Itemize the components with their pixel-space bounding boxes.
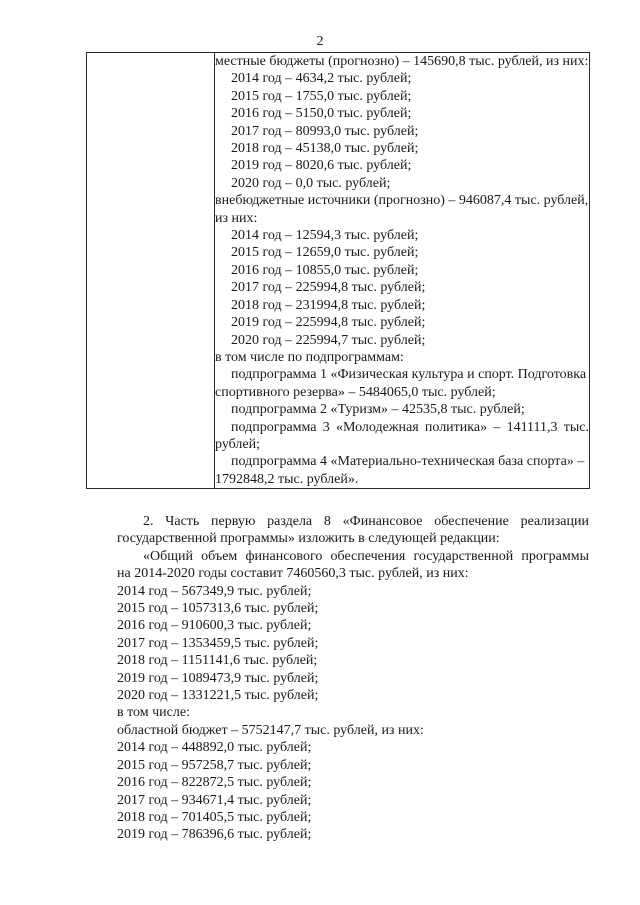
extrabudget-year: 2016 год – 10855,0 тыс. рублей; xyxy=(231,262,419,278)
regional-year: 2016 год – 822872,5 тыс. рублей; xyxy=(117,775,312,791)
extrabudget-year: 2018 год – 231994,8 тыс. рублей; xyxy=(231,297,426,313)
total-year: 2018 год – 1151141,6 тыс. рублей; xyxy=(117,653,318,669)
local-budget-year: 2014 год – 4634,2 тыс. рублей; xyxy=(231,71,412,87)
regional-year: 2019 год – 786396,6 тыс. рублей; xyxy=(117,827,312,843)
regional-year: 2018 год – 701405,5 тыс. рублей; xyxy=(117,809,312,825)
quote-paragraph: «Общий объем финансового обеспечения государственной программы xyxy=(143,548,589,564)
subprogram-4-cont: 1792848,2 тыс. рублей». xyxy=(215,471,359,487)
local-budget-year: 2020 год – 0,0 тыс. рублей; xyxy=(231,175,391,191)
table-row xyxy=(87,53,590,489)
extrabudget-heading: внебюджетные источники (прогнозно) – 946087,4 тыс. рублей, xyxy=(215,193,589,209)
total-year: 2020 год – 1331221,5 тыс. рублей; xyxy=(117,688,319,704)
extrabudget-year: 2015 год – 12659,0 тыс. рублей; xyxy=(231,245,419,261)
subprogram-3: подпрограмма 3 «Молодежная политика» – 141111,3 тыс. xyxy=(231,419,589,435)
local-budget-year: 2015 год – 1755,0 тыс. рублей; xyxy=(231,88,412,104)
paragraph-2: 2. Часть первую раздела 8 «Финансовое обеспечение реализации xyxy=(143,514,589,529)
subprogram-1: подпрограмма 1 «Физическая культура и спорт. Подготовка xyxy=(231,367,587,383)
including-label: в том числе: xyxy=(117,705,190,721)
extrabudget-year: 2017 год – 225994,8 тыс. рублей; xyxy=(231,280,426,296)
total-year: 2014 год – 567349,9 тыс. рублей; xyxy=(117,583,312,599)
subprogram-1-cont: спортивного резерва» – 5484065,0 тыс. рублей; xyxy=(215,384,496,400)
extrabudget-heading-cont: из них: xyxy=(215,210,258,226)
quote-paragraph-cont: на 2014-2020 годы составит 7460560,3 тыс. рублей, из них: xyxy=(117,566,469,582)
local-budget-heading: местные бюджеты (прогнозно) – 145690,8 тыс. рублей, из них: xyxy=(215,54,589,69)
page-number: 2 xyxy=(316,34,324,49)
table-left-cell xyxy=(87,53,215,489)
total-year: 2017 год – 1353459,5 тыс. рублей; xyxy=(117,635,319,651)
total-year: 2016 год – 910600,3 тыс. рублей; xyxy=(117,618,312,634)
local-budget-year: 2018 год – 45138,0 тыс. рублей; xyxy=(231,141,419,157)
local-budget-year: 2019 год – 8020,6 тыс. рублей; xyxy=(231,158,412,174)
total-year: 2015 год – 1057313,6 тыс. рублей; xyxy=(117,601,319,617)
extrabudget-year: 2019 год – 225994,8 тыс. рублей; xyxy=(231,315,426,331)
local-budget-year: 2017 год – 80993,0 тыс. рублей; xyxy=(231,123,419,139)
table-right-cell xyxy=(215,53,590,489)
extrabudget-year: 2014 год – 12594,3 тыс. рублей; xyxy=(231,228,419,244)
budget-table xyxy=(86,52,590,489)
regional-year: 2017 год – 934671,4 тыс. рублей; xyxy=(117,792,312,808)
extrabudget-year: 2020 год – 225994,7 тыс. рублей; xyxy=(231,332,426,348)
regional-year: 2014 год – 448892,0 тыс. рублей; xyxy=(117,740,312,756)
subprograms-heading: в том числе по подпрограммам: xyxy=(215,349,404,365)
regional-year: 2015 год – 957258,7 тыс. рублей; xyxy=(117,757,312,773)
total-year: 2019 год – 1089473,9 тыс. рублей; xyxy=(117,670,319,686)
regional-budget-heading: областной бюджет – 5752147,7 тыс. рублей, из них: xyxy=(117,722,424,738)
local-budget-year: 2016 год – 5150,0 тыс. рублей; xyxy=(231,106,412,122)
subprogram-3-cont: рублей; xyxy=(215,436,260,452)
subprogram-2: подпрограмма 2 «Туризм» – 42535,8 тыс. рублей; xyxy=(231,402,525,418)
paragraph-2-cont: государственной программы» изложить в следующей редакции: xyxy=(117,531,500,547)
body-text xyxy=(117,513,589,844)
subprogram-4: подпрограмма 4 «Материально-техническая база спорта» – xyxy=(231,454,585,470)
